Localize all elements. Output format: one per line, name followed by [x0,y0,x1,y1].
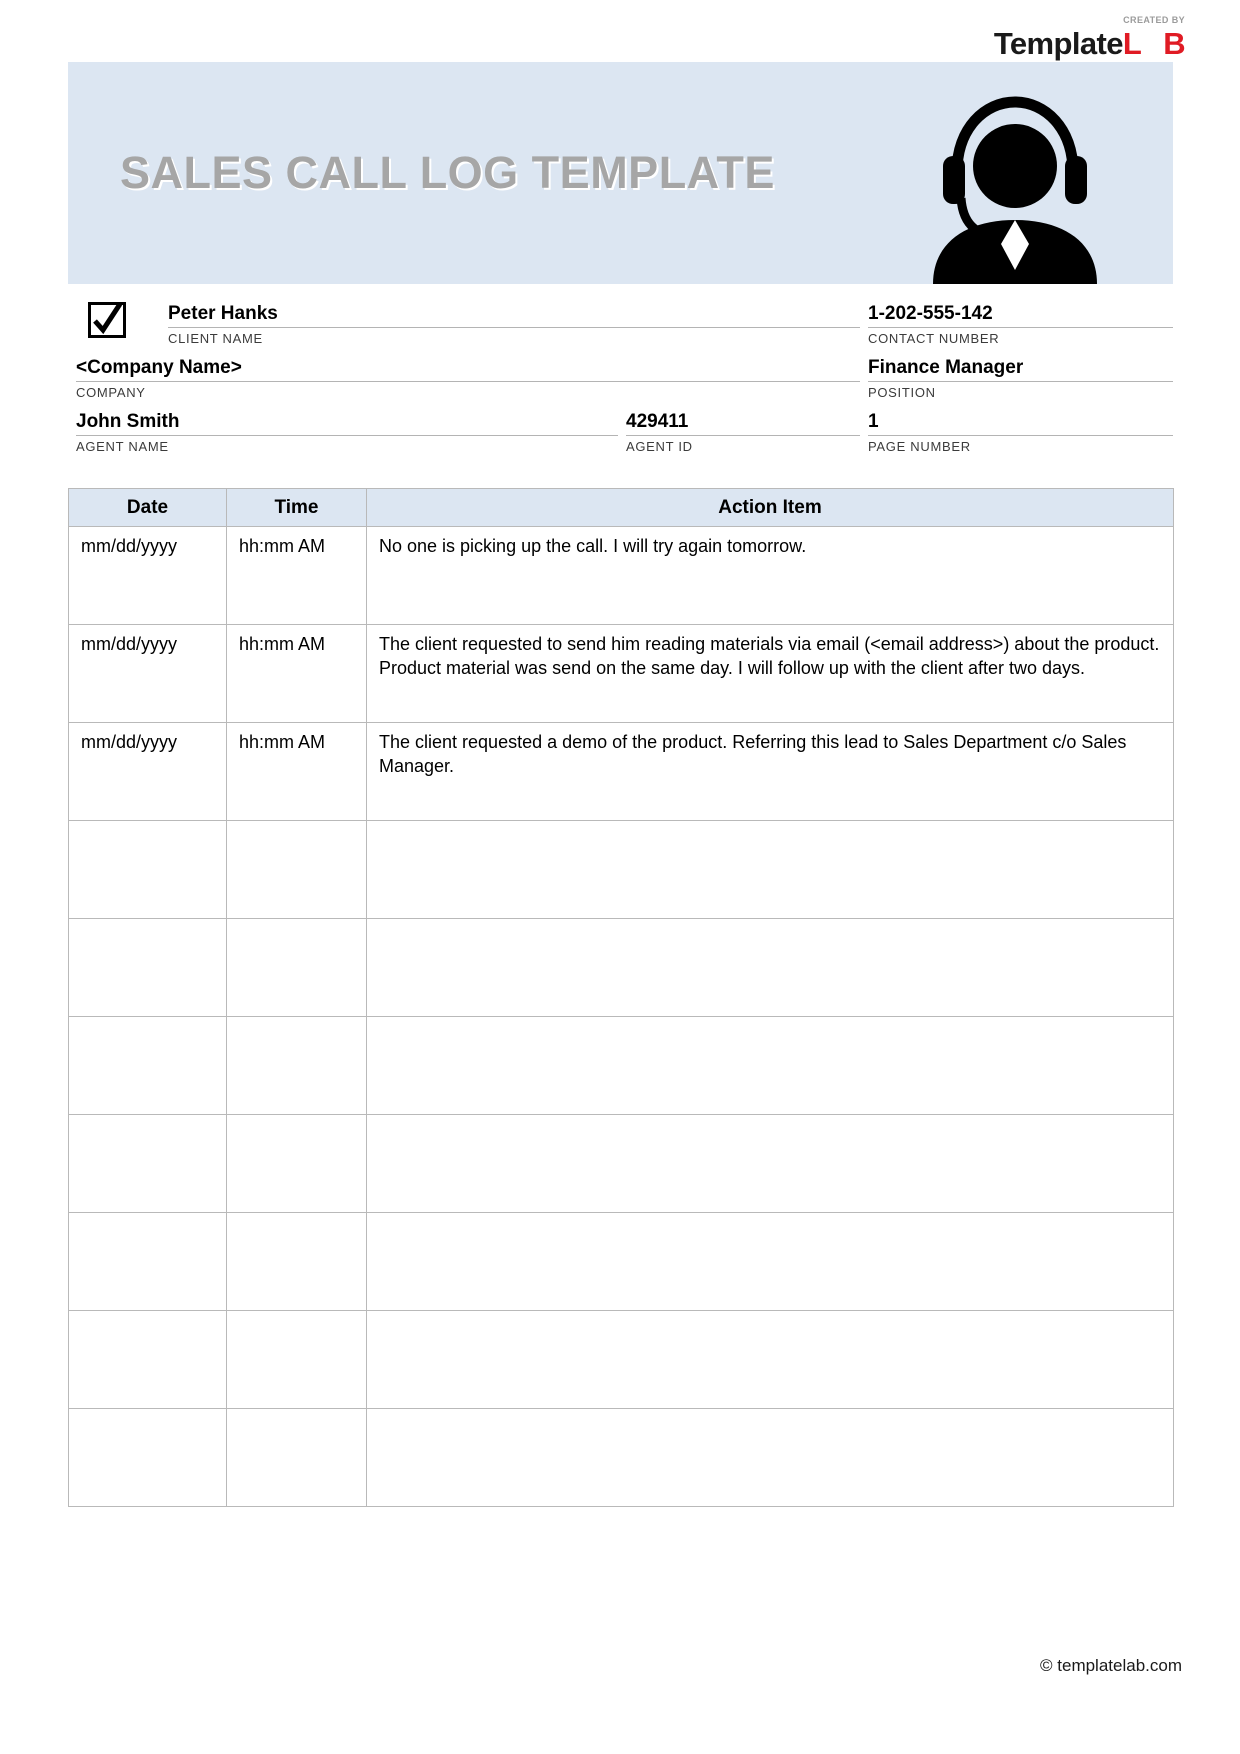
field-page-number[interactable] [860,408,1173,462]
table-row[interactable] [69,625,1174,723]
table-row[interactable] [69,821,1174,919]
column-header-action-item: Action Item [367,489,1174,527]
cell-action-item[interactable] [367,1311,1174,1409]
info-row-agent [68,408,1173,462]
cell-time[interactable] [227,1115,367,1213]
cell-time[interactable] [227,919,367,1017]
info-block [68,300,1173,462]
field-company[interactable] [68,354,860,408]
brand-name [994,28,1185,59]
table-row[interactable] [69,1213,1174,1311]
cell-action-item[interactable] [367,1213,1174,1311]
agent-id-label: AGENT ID [626,439,693,454]
client-name-label: CLIENT NAME [168,331,263,346]
brand-name-b: B [1163,26,1185,61]
position-value: Finance Manager [868,354,1173,382]
info-row-client [68,300,1173,354]
table-row[interactable] [69,1115,1174,1213]
field-client-name[interactable] [160,300,860,354]
info-row-company [68,354,1173,408]
client-name-value: Peter Hanks [168,300,860,328]
cell-date[interactable] [69,1017,227,1115]
cell-action-item[interactable] [367,821,1174,919]
table-row[interactable] [69,1409,1174,1507]
column-header-date: Date [69,489,227,527]
footer-copyright: © templatelab.com [1040,1656,1182,1675]
cell-time[interactable] [227,821,367,919]
page-number-label: PAGE NUMBER [868,439,971,454]
cell-time[interactable]: hh:mm AM [227,723,367,821]
cell-date[interactable] [69,1213,227,1311]
cell-action-item[interactable]: No one is picking up the call. I will try again tomorrow. [367,527,1174,625]
brand-created-by-label: CREATED BY [1123,15,1185,25]
cell-date[interactable] [69,919,227,1017]
field-contact-number[interactable] [860,300,1173,354]
agent-name-value: John Smith [76,408,618,436]
checkbox-checked-icon[interactable] [88,302,126,338]
cell-time[interactable] [227,1017,367,1115]
table-row[interactable] [69,919,1174,1017]
header-banner [68,62,1173,284]
cell-date[interactable] [69,1311,227,1409]
cell-action-item[interactable]: The client requested a demo of the product. Referring this lead to Sales Department c/o Sales Manager. [367,723,1174,821]
cell-date[interactable] [69,1115,227,1213]
agent-name-label: AGENT NAME [76,439,169,454]
brand-name-template: Template [993,26,1123,61]
table-header-row [69,489,1174,527]
company-label: COMPANY [76,385,146,400]
field-position[interactable] [860,354,1173,408]
cell-date[interactable]: mm/dd/yyyy [69,527,227,625]
cell-time[interactable]: hh:mm AM [227,625,367,723]
table-row[interactable] [69,1311,1174,1409]
cell-date[interactable] [69,821,227,919]
brand-name-l: L [1122,26,1142,61]
cell-action-item[interactable] [367,1115,1174,1213]
headset-agent-icon [915,94,1115,284]
page-number-value: 1 [868,408,1173,436]
cell-action-item[interactable] [367,919,1174,1017]
table-row[interactable] [69,723,1174,821]
cell-action-item[interactable]: The client requested to send him reading materials via email (<email address>) about the product. Product material was send on the same day. I will follow up with the client after two days. [367,625,1174,723]
page-title: SALES CALL LOG TEMPLATE [120,147,775,198]
table-row[interactable] [69,1017,1174,1115]
contact-number-value: 1-202-555-142 [868,300,1173,328]
company-value: <Company Name> [76,354,860,382]
table-row[interactable] [69,527,1174,625]
cell-date[interactable] [69,1409,227,1507]
cell-time[interactable]: hh:mm AM [227,527,367,625]
field-agent-id[interactable] [618,408,860,462]
field-agent-name[interactable] [68,408,618,462]
cell-date[interactable]: mm/dd/yyyy [69,625,227,723]
position-label: POSITION [868,385,936,400]
cell-time[interactable] [227,1409,367,1507]
call-log-table [68,488,1174,1507]
cell-time[interactable] [227,1311,367,1409]
column-header-time: Time [227,489,367,527]
cell-action-item[interactable] [367,1409,1174,1507]
contact-number-label: CONTACT NUMBER [868,331,1000,346]
cell-action-item[interactable] [367,1017,1174,1115]
agent-id-value: 429411 [626,408,860,436]
cell-time[interactable] [227,1213,367,1311]
brand-logo [994,16,1185,59]
cell-date[interactable]: mm/dd/yyyy [69,723,227,821]
